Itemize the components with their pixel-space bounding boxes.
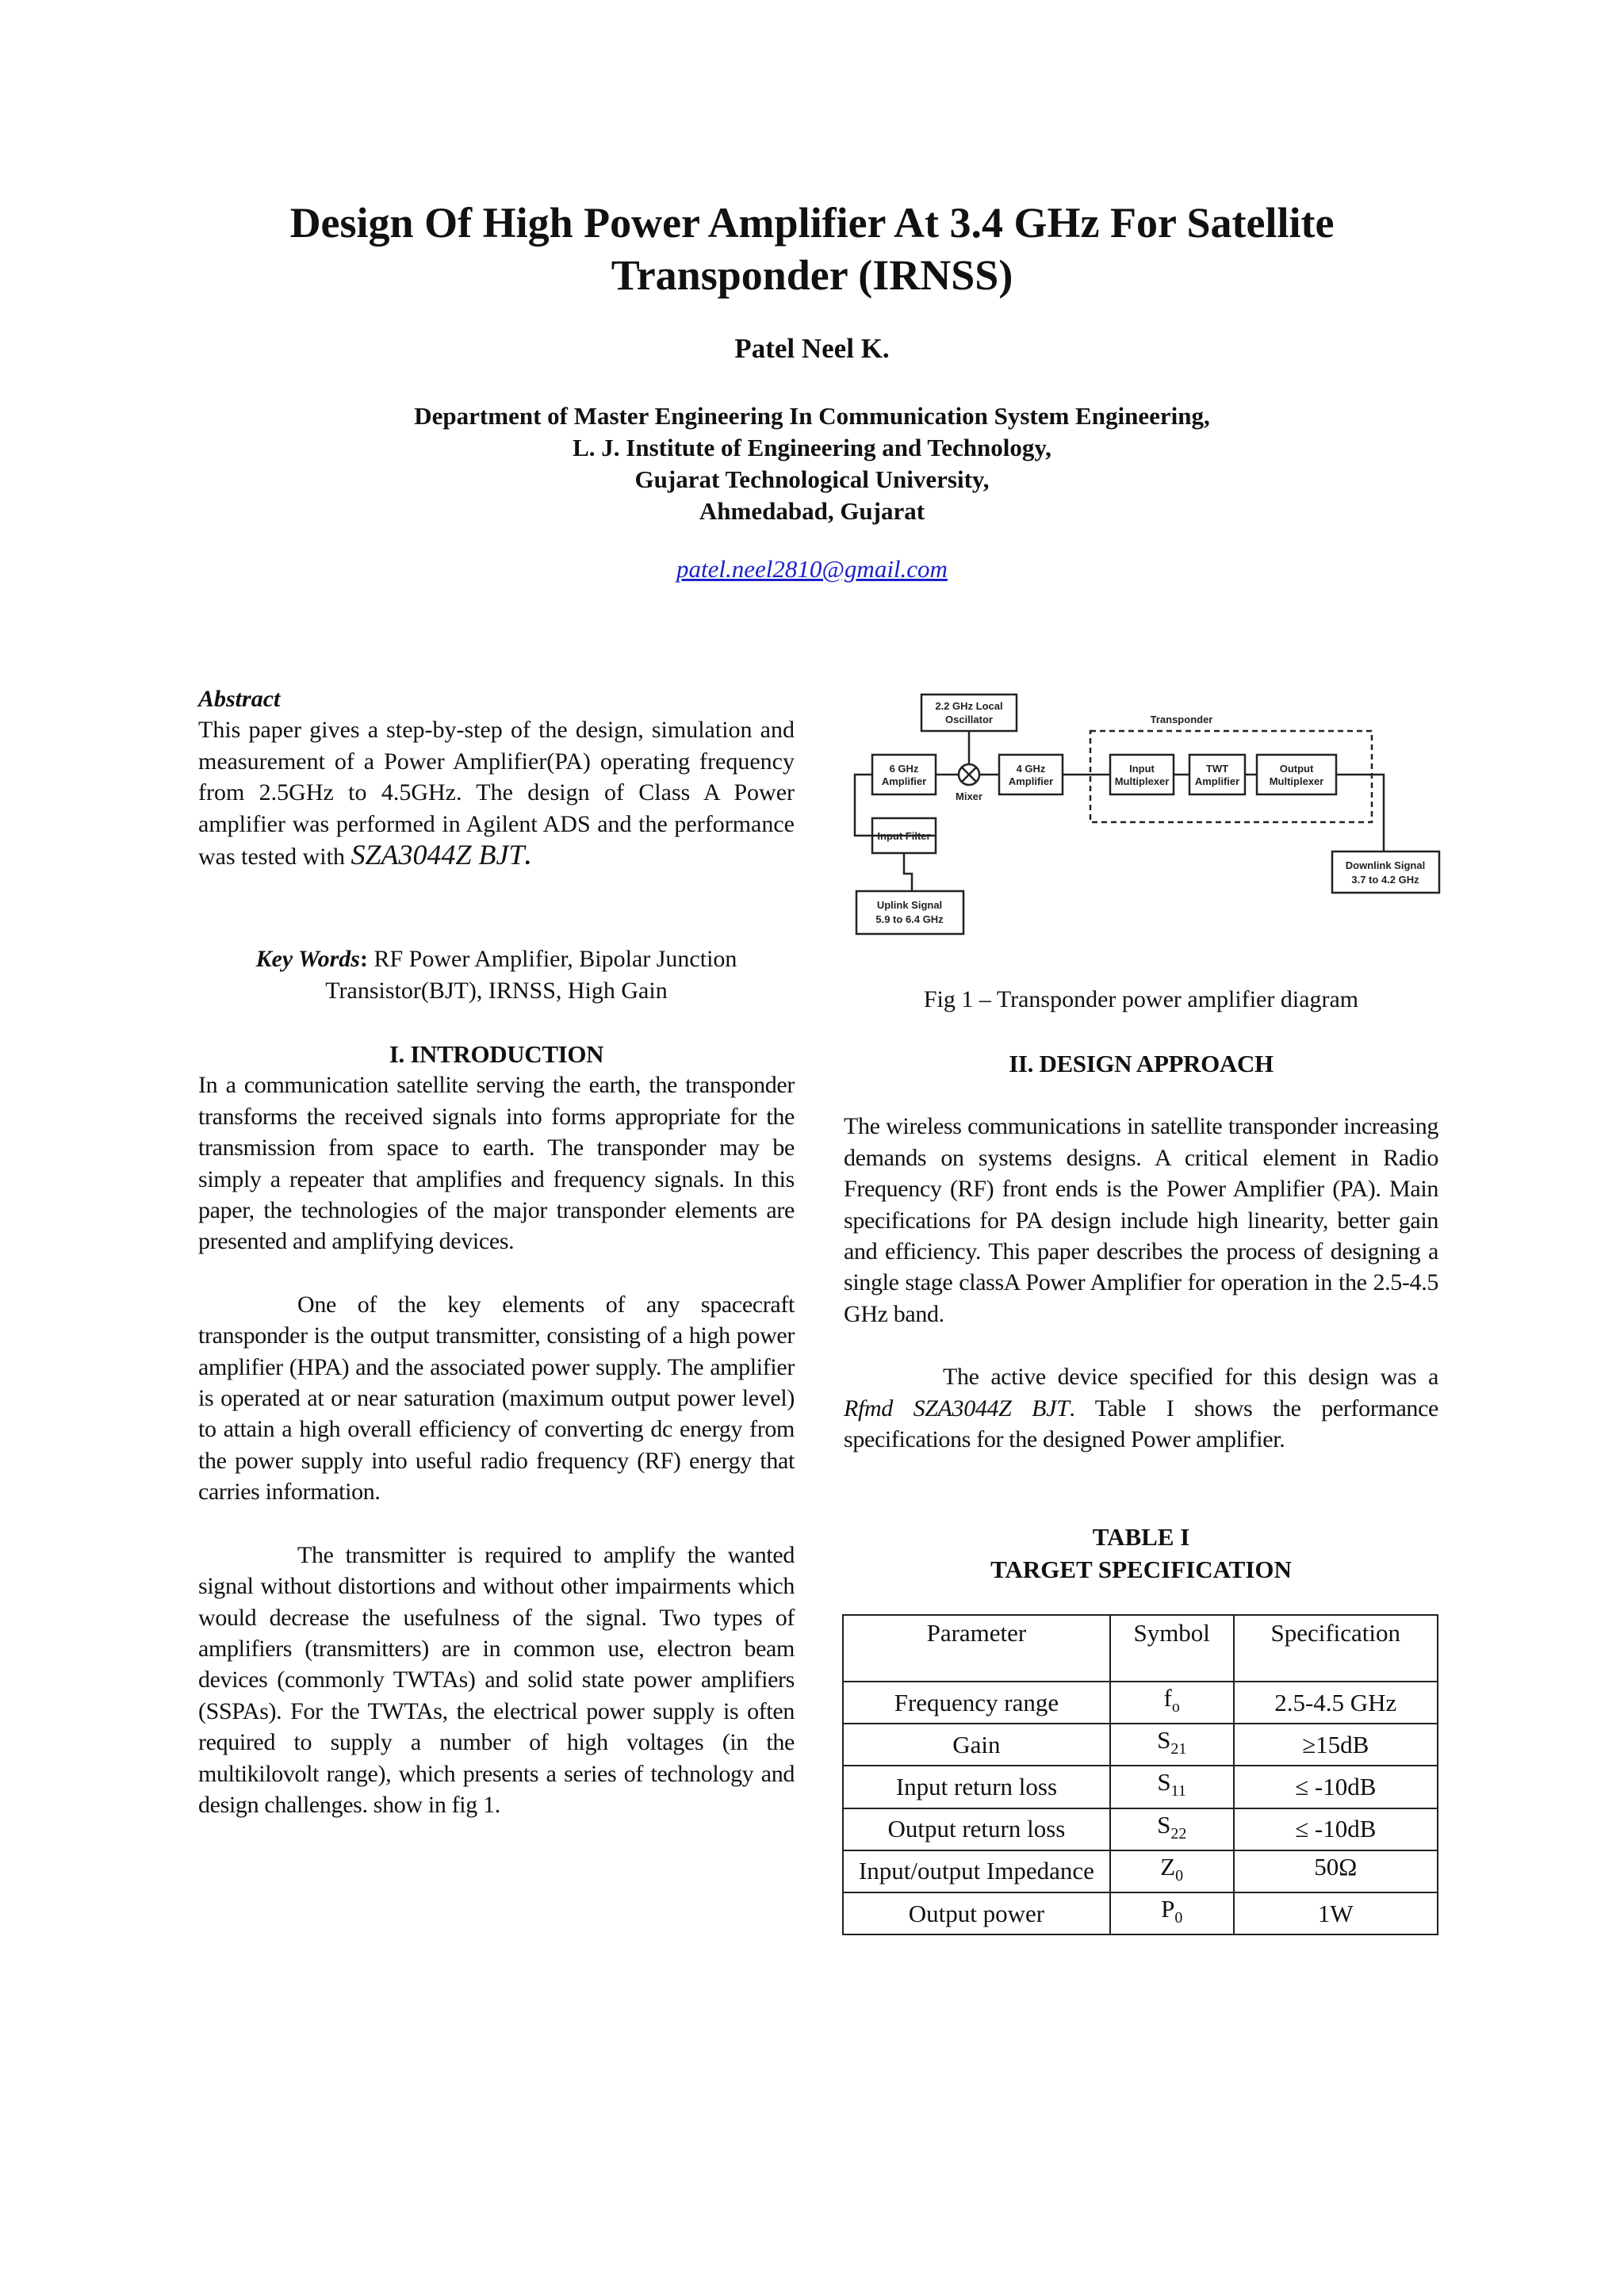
abstract-device: SZA3044Z BJT (350, 839, 525, 871)
intro-heading: I. INTRODUCTION (389, 1040, 604, 1068)
header-cell: Parameter (843, 1615, 1110, 1682)
affiliation (0, 400, 1624, 527)
amp4-box (999, 755, 1063, 794)
title-line-2: Transponder (IRNSS) (611, 251, 1013, 299)
uplink-label-1: Uplink Signal (876, 899, 943, 911)
paper-title (0, 197, 1624, 301)
outmux-label-2: Multiplexer (1269, 775, 1324, 787)
spec-cell: ≥15dB (1234, 1724, 1438, 1766)
table-row (843, 1766, 1438, 1808)
filter-label: Input Filter (877, 830, 931, 842)
affiliation-line: Gujarat Technological University, (634, 465, 990, 493)
inmux-label-1: Input (1129, 763, 1155, 775)
design-paragraph-1: The wireless communications in satellite transponder increasing demands on systems designs. A critical element in Radio Frequency (RF) front ends is the Power Amplifier (PA). Main specifications for PA design include high linearity, better gain and efficiency. This paper describes the process of designing a single stage classA Power Amplifier for operation in the 2.5-4.5 GHz band. (844, 1113, 1438, 1327)
introduction-section (198, 1039, 795, 1820)
spec-cell: 50Ω (1234, 1850, 1438, 1892)
keywords-text-1: RF Power Amplifier, Bipolar Junction (367, 946, 737, 972)
outmux-label-1: Output (1279, 763, 1314, 775)
abstract-body: This paper gives a step-by-step of the design, simulation and measurement of a Power Amplifier(PA) operating frequency from 2.5GHz to 4.5GHz. The design of Class A Power amplifier was performed in Agilent ADS and the performance was tested with (198, 717, 795, 871)
param-cell: Output return loss (843, 1808, 1110, 1850)
lo-label-2: Oscillator (945, 714, 993, 725)
abstract-end: . (524, 844, 530, 871)
design-p2-start: The active device specified for this design was a (943, 1364, 1438, 1391)
table-row (843, 1892, 1438, 1934)
abstract-section (198, 683, 795, 872)
amp6-label-1: 6 GHz (889, 763, 919, 775)
author-email-link[interactable]: patel.neel2810@gmail.com (676, 555, 948, 583)
spec-cell: ≤ -10dB (1234, 1808, 1438, 1850)
abstract-heading: Abstract (198, 686, 281, 712)
transponder-label: Transponder (1150, 714, 1213, 725)
symbol-cell: $Z_0$ (1110, 1850, 1234, 1892)
affiliation-line: Department of Master Engineering In Communication System Engineering, (414, 402, 1210, 430)
design-heading: II. DESIGN APPROACH (1009, 1050, 1274, 1077)
twt-label-2: Amplifier (1194, 775, 1240, 787)
design-p2-end: . Table I shows the performance specifications for the designed Power amplifier. (844, 1395, 1438, 1453)
inmux-label-2: Multiplexer (1114, 775, 1170, 787)
uplink-label-2: 5.9 to 6.4 GHz (875, 913, 944, 925)
symbol-cell: $S_{11}$ (1110, 1766, 1234, 1808)
symbol-cell: $P_0$ (1110, 1892, 1234, 1934)
abstract-text (198, 714, 795, 872)
inmux-box (1110, 755, 1174, 794)
amp4-label-1: 4 GHz (1016, 763, 1046, 775)
param-cell: Frequency range (843, 1682, 1110, 1724)
table-row (843, 1724, 1438, 1766)
twt-box (1189, 755, 1245, 794)
affiliation-line: Ahmedabad, Gujarat (699, 497, 925, 525)
downlink-box (1332, 851, 1439, 893)
param-cell: Output power (843, 1892, 1110, 1934)
keywords-label: Key Words (255, 946, 360, 972)
table-title-1: TABLE I (1092, 1523, 1190, 1551)
keywords-line-1 (198, 943, 795, 975)
symbol-cell: $f_o$ (1110, 1682, 1234, 1724)
outmux-box (1257, 755, 1336, 794)
spec-table (842, 1614, 1438, 1935)
param-cell: Gain (843, 1724, 1110, 1766)
intro-paragraph-2: One of the key elements of any spacecraft transponder is the output transmitter, consisting of a high power amplifier (HPA) and the associated power supply. The amplifier is operated at or near saturation (maximum output power level) to attain a high overall efficiency of converting dc energy from the power supply into useful radio frequency (RF) energy that carries information. (198, 1291, 795, 1506)
twt-label-1: TWT (1205, 763, 1229, 775)
table-title (844, 1521, 1438, 1586)
lo-label-1: 2.2 GHz Local (935, 700, 1003, 712)
keywords-section (198, 943, 795, 1007)
table-row (843, 1682, 1438, 1724)
symbol-cell: $S_{21}$ (1110, 1724, 1234, 1766)
header-cell: Specification (1234, 1615, 1438, 1682)
spec-cell: 2.5-4.5 GHz (1234, 1682, 1438, 1724)
param-cell: Input return loss (843, 1766, 1110, 1808)
table-header-row (843, 1615, 1438, 1682)
intro-paragraph-3: The transmitter is required to amplify the wanted signal without distortions and without other impairments which would decrease the usefulness of the signal. Two types of amplifiers (transmitters) are in common use, electron beam devices (commonly TWTAs) and solid state power amplifiers (SSPAs). For the TWTAs, the electrical power supply is often required to supply a number of high voltages (in the multikilovolt range), which presents a series of technology and design challenges. show in fig 1. (198, 1541, 795, 1818)
design-section (844, 1048, 1438, 1455)
uplink-box (856, 891, 963, 934)
downlink-label-2: 3.7 to 4.2 GHz (1351, 874, 1419, 886)
figure-caption: Fig 1 – Transponder power amplifier diagram (923, 986, 1359, 1012)
param-cell: Input/output Impedance (843, 1850, 1110, 1892)
author-name: Patel Neel K. (734, 333, 890, 364)
intro-paragraph-1: In a communication satellite serving the earth, the transponder transforms the received signals into forms appropriate for the transmission from space to earth. The transponder may be simply a repeater that amplifies and frequency signals. In this paper, the technologies of the major transponder elements are presented and amplifying devices. (198, 1072, 795, 1255)
downlink-label-1: Downlink Signal (1345, 859, 1426, 871)
header-cell: Symbol (1110, 1615, 1234, 1682)
spec-cell: 1W (1234, 1892, 1438, 1934)
table-row (843, 1808, 1438, 1850)
keywords-colon: : (359, 946, 368, 972)
design-paragraph-2 (844, 1361, 1438, 1455)
amp4-label-2: Amplifier (1008, 775, 1054, 787)
amp6-label-2: Amplifier (881, 775, 927, 787)
table-title-2: TARGET SPECIFICATION (990, 1556, 1292, 1583)
title-line-1: Design Of High Power Amplifier At 3.4 GHz For Satellite (289, 199, 1335, 247)
amp6-box (872, 755, 936, 794)
spec-cell: ≤ -10dB (1234, 1766, 1438, 1808)
transponder-diagram (848, 683, 1467, 953)
keywords-line-2: Transistor(BJT), IRNSS, High Gain (325, 978, 668, 1004)
table-row (843, 1850, 1438, 1892)
mixer-label: Mixer (956, 790, 982, 802)
design-p2-device: Rfmd SZA3044Z BJT (844, 1395, 1070, 1422)
symbol-cell: $S_{22}$ (1110, 1808, 1234, 1850)
affiliation-line: L. J. Institute of Engineering and Technology, (573, 434, 1051, 461)
